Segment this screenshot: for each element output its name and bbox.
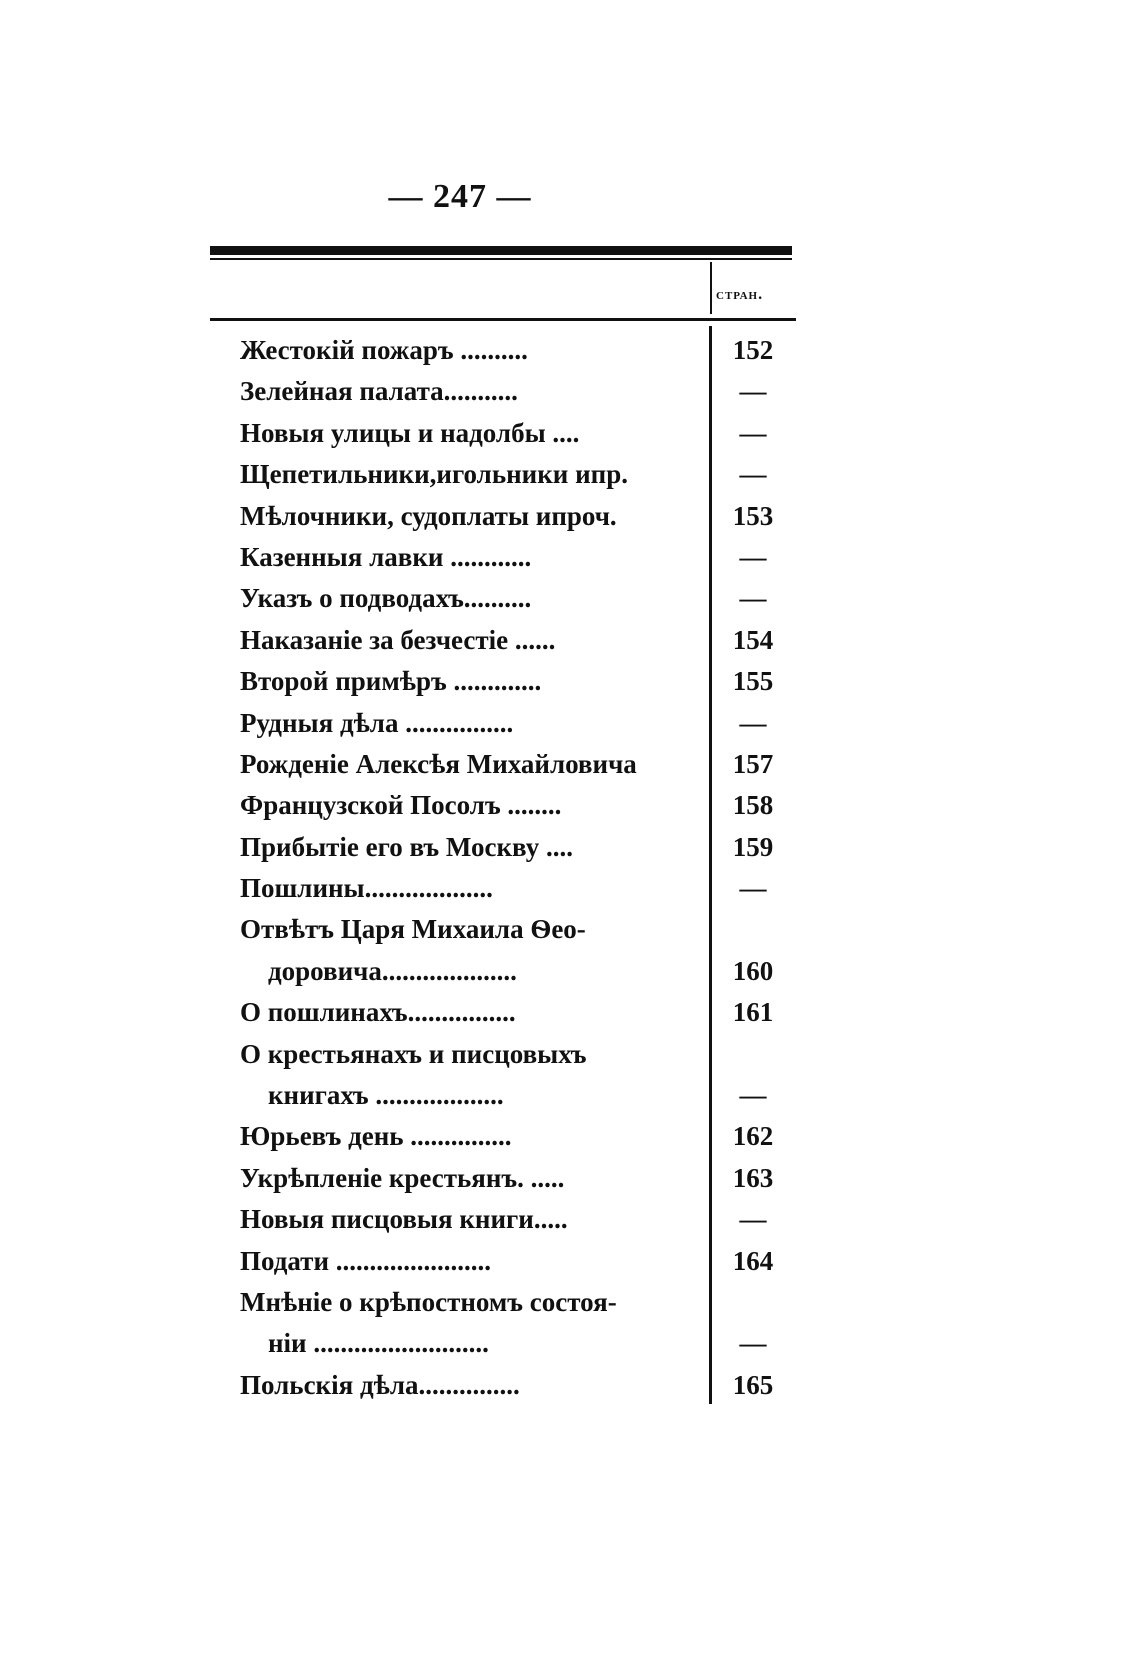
- page-number: — 247 —: [388, 178, 532, 215]
- toc-entry-page: —: [739, 1204, 767, 1235]
- toc-row: [240, 620, 800, 661]
- toc-entry-title: О пошлинахъ................: [240, 997, 516, 1028]
- top-double-rule: [210, 246, 792, 255]
- toc-entry-page: 152: [732, 335, 774, 365]
- toc-entry-page: 164: [732, 1245, 774, 1276]
- toc-entry-page: —: [739, 417, 767, 448]
- toc-entry-page: —: [739, 873, 767, 904]
- toc-entry-page: —: [739, 1080, 767, 1111]
- toc-row: [240, 537, 800, 578]
- toc-entry-title-continuation: ніи ..........................: [268, 1328, 489, 1359]
- toc-entry-title: Щепетильники,игольники ипр.: [240, 459, 628, 490]
- toc-entry-page: 153: [732, 500, 774, 531]
- toc-entry-title: Подати .......................: [240, 1245, 492, 1276]
- toc-entry-page: 165: [732, 1369, 774, 1400]
- toc-entry-page: —: [739, 541, 767, 572]
- toc-entry-title: Юрьевъ день ...............: [240, 1121, 512, 1152]
- toc-row: [240, 661, 800, 702]
- toc-row: [240, 1323, 800, 1364]
- toc-row: [240, 330, 800, 371]
- toc-entry-title: Наказаніе за безчестіе ......: [240, 624, 556, 655]
- toc-entry-title: Зелейная палата...........: [240, 376, 518, 407]
- toc-entry-page: —: [739, 707, 767, 738]
- toc-entry-page: —: [739, 459, 767, 490]
- toc-entry-page: 161: [732, 997, 774, 1028]
- toc-entry-page: 163: [732, 1162, 774, 1193]
- toc-entry-title: Казенныя лавки ............: [240, 541, 532, 572]
- toc-row: [240, 1116, 800, 1157]
- toc-entry-page: 158: [732, 790, 774, 821]
- toc-entry-page: 162: [732, 1121, 774, 1152]
- toc-entry-title-continuation: книгахъ ...................: [268, 1080, 504, 1111]
- toc-row: [240, 413, 800, 454]
- toc-row: [240, 909, 800, 950]
- page-column-header: стран.: [716, 286, 764, 303]
- toc-entry-page: —: [739, 583, 767, 614]
- toc-entry-title: Пошлины...................: [240, 873, 493, 904]
- toc-row: [240, 371, 800, 412]
- toc-entry-title: Французской Посолъ ........: [240, 790, 562, 821]
- toc-row: [240, 744, 800, 785]
- toc-entry-title: Прибытіе его въ Москву ....: [240, 831, 573, 862]
- toc-entry-title: О крестьянахъ и писцовыхъ: [240, 1038, 587, 1069]
- toc-row: [240, 703, 800, 744]
- toc-entry-title: Мѣлочники, судоплаты ипроч.: [240, 500, 617, 531]
- toc-row: [240, 1365, 800, 1406]
- table-of-contents: [240, 330, 800, 1406]
- toc-row: [240, 1158, 800, 1199]
- toc-row: [240, 1241, 800, 1282]
- toc-entry-title: Рудныя дѣла ................: [240, 707, 514, 738]
- toc-row: [240, 827, 800, 868]
- toc-entry-title: Рожденіе Алексѣя Михайловича: [240, 748, 637, 779]
- toc-entry-page: 155: [732, 666, 774, 697]
- toc-entry-page: —: [739, 376, 767, 407]
- header-rule: [210, 318, 796, 321]
- toc-entry-page: 160: [732, 955, 774, 986]
- top-thin-rule: [210, 258, 792, 260]
- toc-entry-title: Польскія дѣла...............: [240, 1369, 520, 1400]
- toc-entry-title: Укрѣпленіе крестьянъ. .....: [240, 1162, 565, 1193]
- toc-row: [240, 1199, 800, 1240]
- toc-row: [240, 951, 800, 992]
- toc-entry-title: Новыя писцовыя книги.....: [240, 1204, 568, 1235]
- toc-row: [240, 785, 800, 826]
- toc-entry-title: Указъ о подводахъ..........: [240, 583, 532, 614]
- toc-entry-page: 159: [732, 831, 774, 862]
- toc-row: [240, 1034, 800, 1075]
- toc-entry-title: Жестокій пожаръ ..........: [240, 335, 528, 365]
- toc-entry-page: [718, 909, 788, 950]
- toc-row: [240, 496, 800, 537]
- toc-entry-title: Второй примѣръ .............: [240, 666, 542, 697]
- toc-row: [240, 578, 800, 619]
- toc-row: [240, 454, 800, 495]
- toc-entry-title-continuation: доровича....................: [268, 955, 517, 986]
- toc-row: [240, 992, 800, 1033]
- toc-entry-page: [718, 1282, 788, 1323]
- toc-entry-page: 154: [732, 624, 774, 655]
- toc-row: [240, 1075, 800, 1116]
- toc-row: [240, 1282, 800, 1323]
- toc-entry-page: —: [739, 1328, 767, 1359]
- header-column-divider: [710, 262, 712, 314]
- toc-entry-title: Отвѣтъ Царя Михаила Ѳео-: [240, 914, 586, 945]
- toc-entry-page: [718, 1034, 788, 1075]
- toc-entry-title: Мнѣніе о крѣпостномъ состоя-: [240, 1286, 617, 1317]
- toc-row: [240, 868, 800, 909]
- toc-entry-title: Новыя улицы и надолбы ....: [240, 417, 580, 448]
- toc-entry-page: 157: [732, 748, 774, 779]
